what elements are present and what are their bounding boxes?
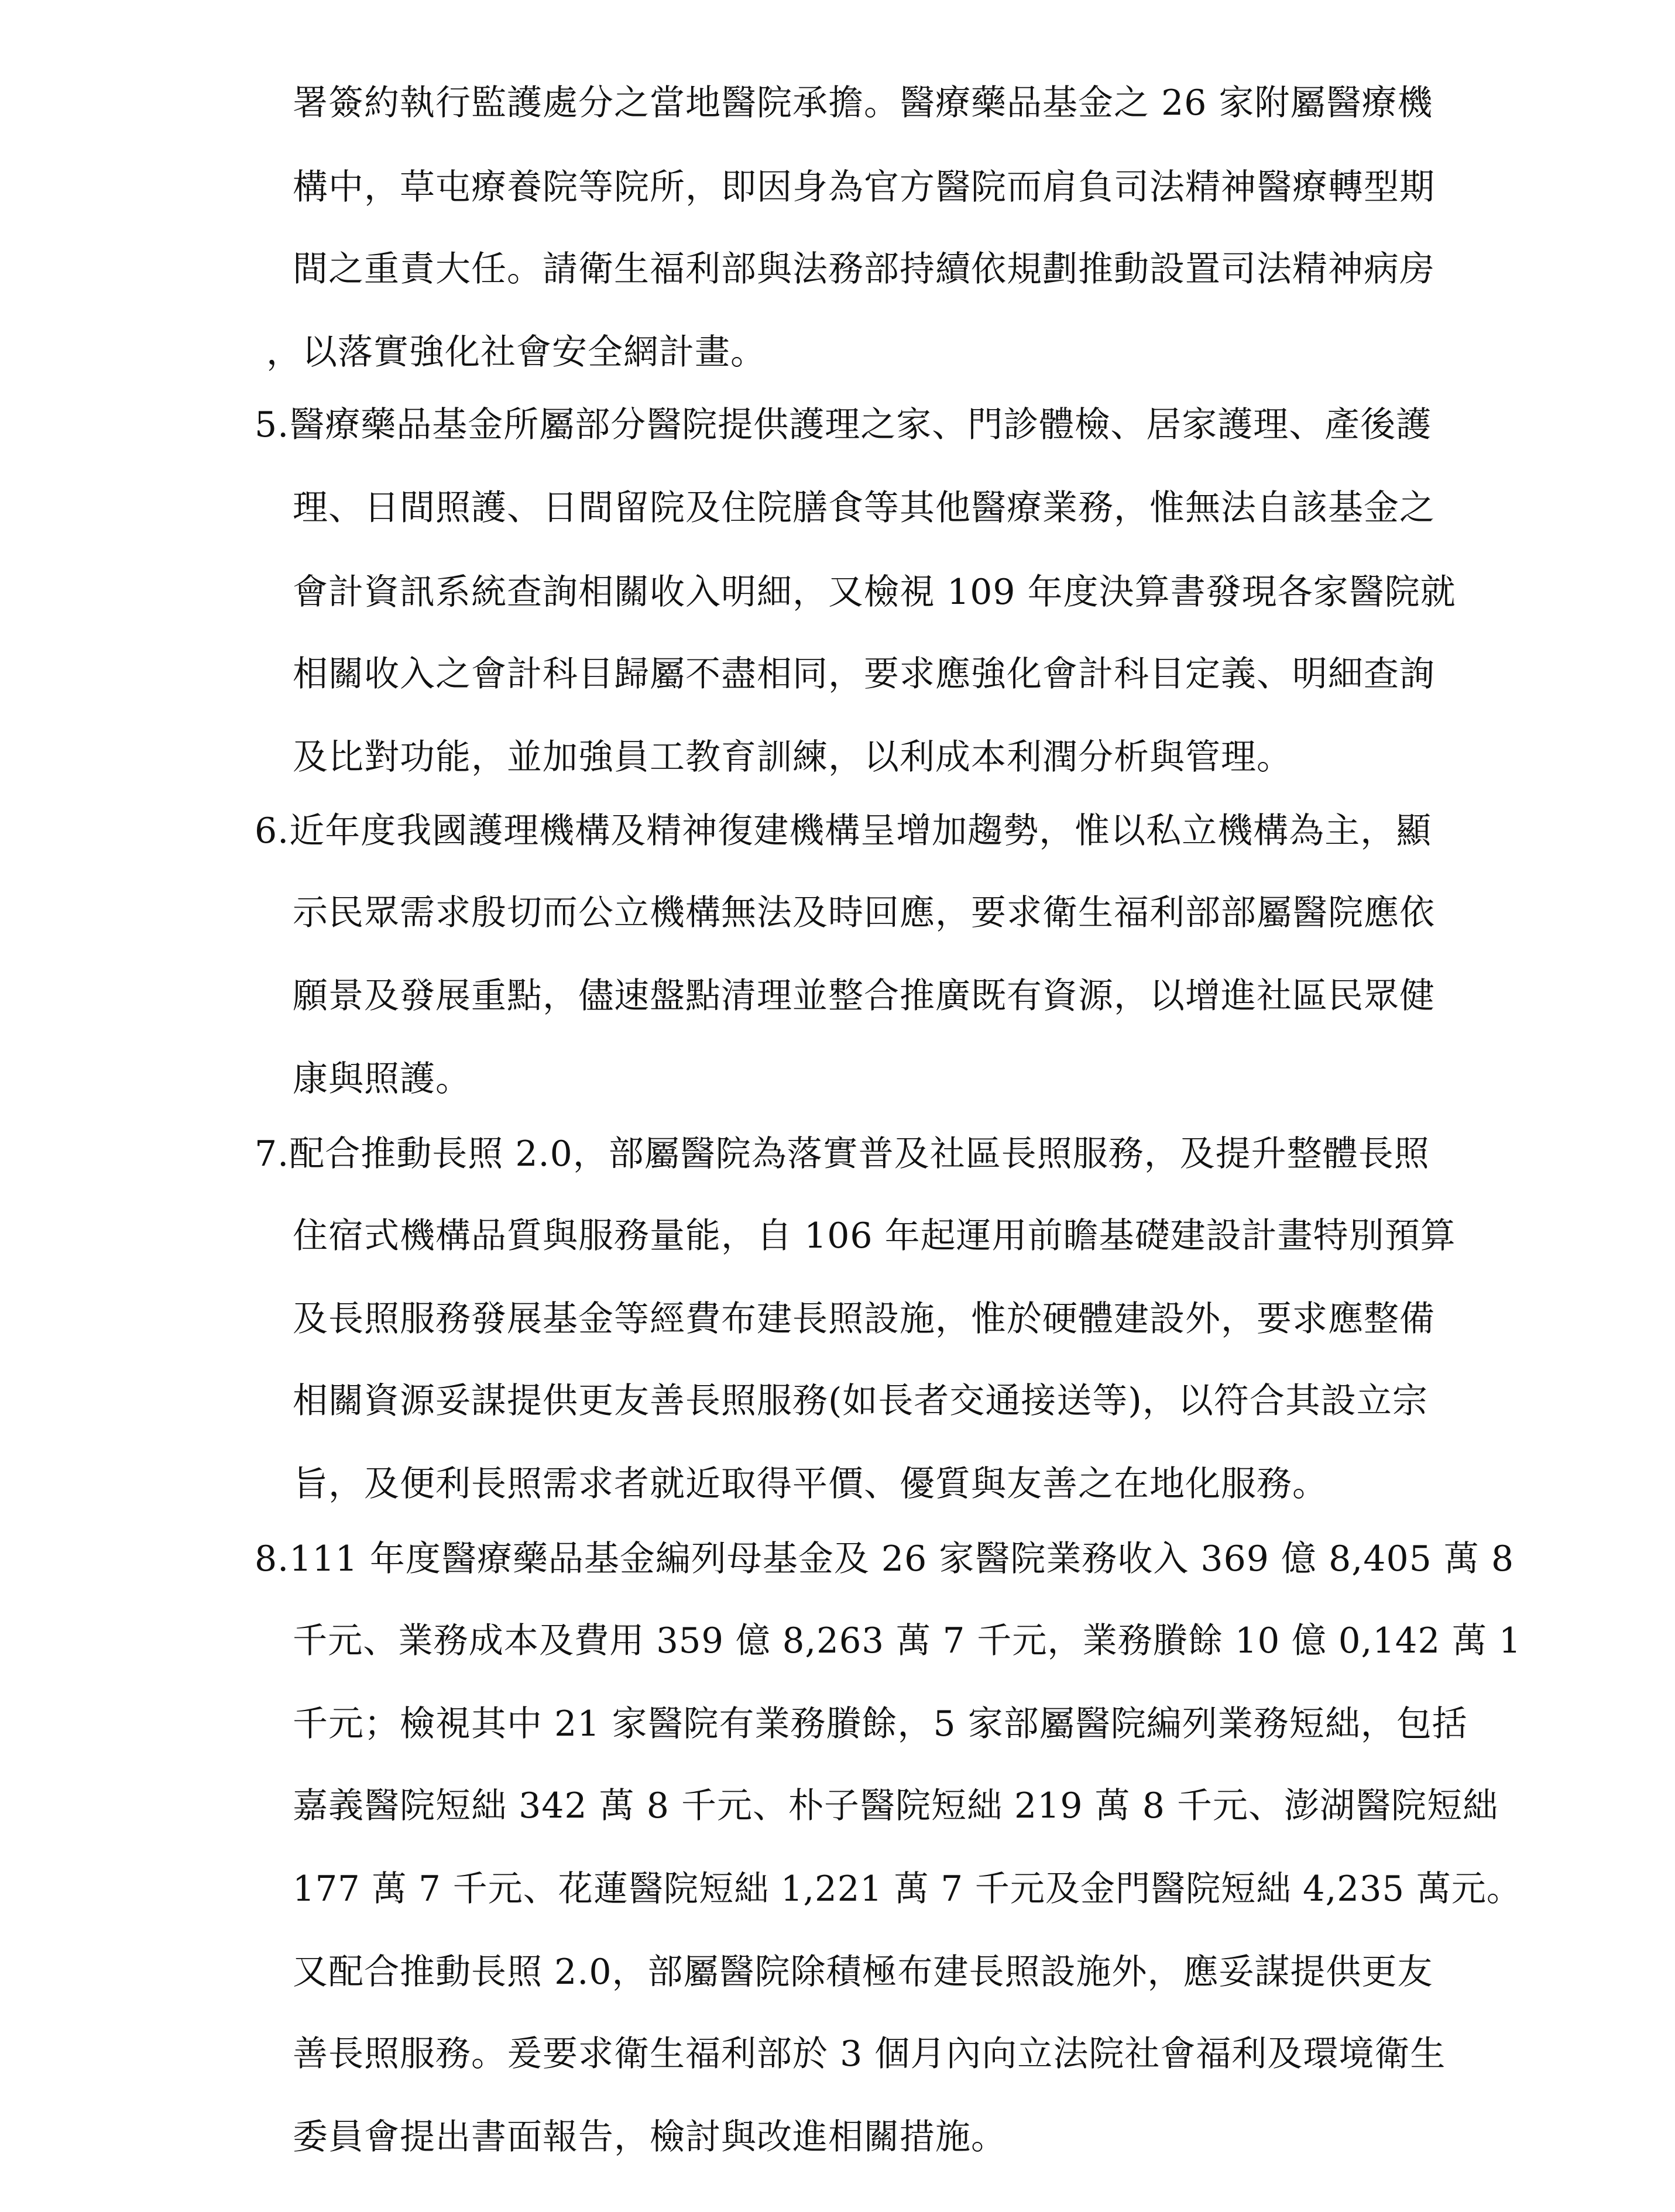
item-5-line xyxy=(255,404,1432,446)
item-6-line: 示民眾需求殷切而公立機構無法及時回應，要求衛生福利部部屬醫院應依 xyxy=(293,892,1435,933)
item-7-line: 相關資源妥謀提供更友善長照服務(如長者交通接送等)，以符合其設立宗 xyxy=(293,1380,1428,1421)
item-5-line: 會計資訊系統查詢相關收入明細，又檢視 109 年度決算書發現各家醫院就 xyxy=(293,572,1456,613)
intro-line: 署簽約執行監護處分之當地醫院承擔。醫療藥品基金之 26 家附屬醫療機 xyxy=(293,83,1433,123)
item-8-line: 嘉義醫院短絀 342 萬 8 千元、朴子醫院短絀 219 萬 8 千元、澎湖醫院短絀 xyxy=(293,1785,1498,1826)
item-5-line: 理、日間照護、日間留院及住院膳食等其他醫療業務，惟無法自該基金之 xyxy=(293,487,1435,528)
intro-line: 構中，草屯療養院等院所，即因身為官方醫院而肩負司法精神醫療轉型期 xyxy=(293,167,1435,208)
item-text: 醫療藥品基金所屬部分醫院提供護理之家、門診體檢、居家護理、產後護 xyxy=(289,404,1432,445)
item-5-line: 及比對功能，並加強員工教育訓練，以利成本利潤分析與管理。 xyxy=(293,737,1292,778)
item-8-line: 又配合推動長照 2.0，部屬醫院除積極布建長照設施外，應妥謀提供更友 xyxy=(293,1952,1433,1993)
item-7-line xyxy=(255,1133,1430,1175)
item-7-line: 旨，及便利長照需求者就近取得平價、優質與友善之在地化服務。 xyxy=(293,1464,1328,1505)
item-number: 6. xyxy=(255,810,290,851)
item-7-line: 住宿式機構品質與服務量能，自 106 年起運用前瞻基礎建設計畫特別預算 xyxy=(293,1215,1456,1256)
item-6-line: 願景及發展重點，儘速盤點清理並整合推廣既有資源，以增進社區民眾健 xyxy=(293,976,1435,1016)
item-8-line xyxy=(255,1538,1514,1580)
item-8-line: 善長照服務。爰要求衛生福利部於 3 個月內向立法院社會福利及環境衛生 xyxy=(293,2034,1446,2074)
item-7-line: 及長照服務發展基金等經費布建長照設施，惟於硬體建設外，要求應整備 xyxy=(293,1299,1435,1339)
item-text: 配合推動長照 2.0，部屬醫院為落實普及社區長照服務，及提升整體長照 xyxy=(289,1134,1430,1174)
item-number: 5. xyxy=(255,404,290,445)
intro-line: ，以落實強化社會安全網計畫。 xyxy=(266,332,766,373)
item-8-line: 委員會提出書面報告，檢討與改進相關措施。 xyxy=(293,2117,1007,2158)
item-text: 111 年度醫療藥品基金編列母基金及 26 家醫院業務收入 369 億 8,405 萬 8 xyxy=(289,1538,1515,1579)
item-6-line xyxy=(255,810,1432,852)
item-8-line: 177 萬 7 千元、花蓮醫院短絀 1,221 萬 7 千元及金門醫院短絀 4,235 萬元。 xyxy=(293,1868,1522,1909)
item-number: 8. xyxy=(255,1538,290,1579)
item-5-line: 相關收入之會計科目歸屬不盡相同，要求應強化會計科目定義、明細查詢 xyxy=(293,654,1435,695)
item-text: 近年度我國護理機構及精神復建機構呈增加趨勢，惟以私立機構為主，顯 xyxy=(289,810,1432,851)
item-number: 7. xyxy=(255,1134,290,1174)
item-6-line: 康與照護。 xyxy=(293,1059,471,1100)
intro-line: 間之重責大任。請衛生福利部與法務部持續依規劃推動設置司法精神病房 xyxy=(293,249,1435,290)
item-8-line: 千元；檢視其中 21 家醫院有業務賸餘，5 家部屬醫院編列業務短絀，包括 xyxy=(293,1703,1468,1744)
item-8-line: 千元、業務成本及費用 359 億 8,263 萬 7 千元，業務賸餘 10 億 0,142 萬 1 xyxy=(293,1620,1522,1661)
